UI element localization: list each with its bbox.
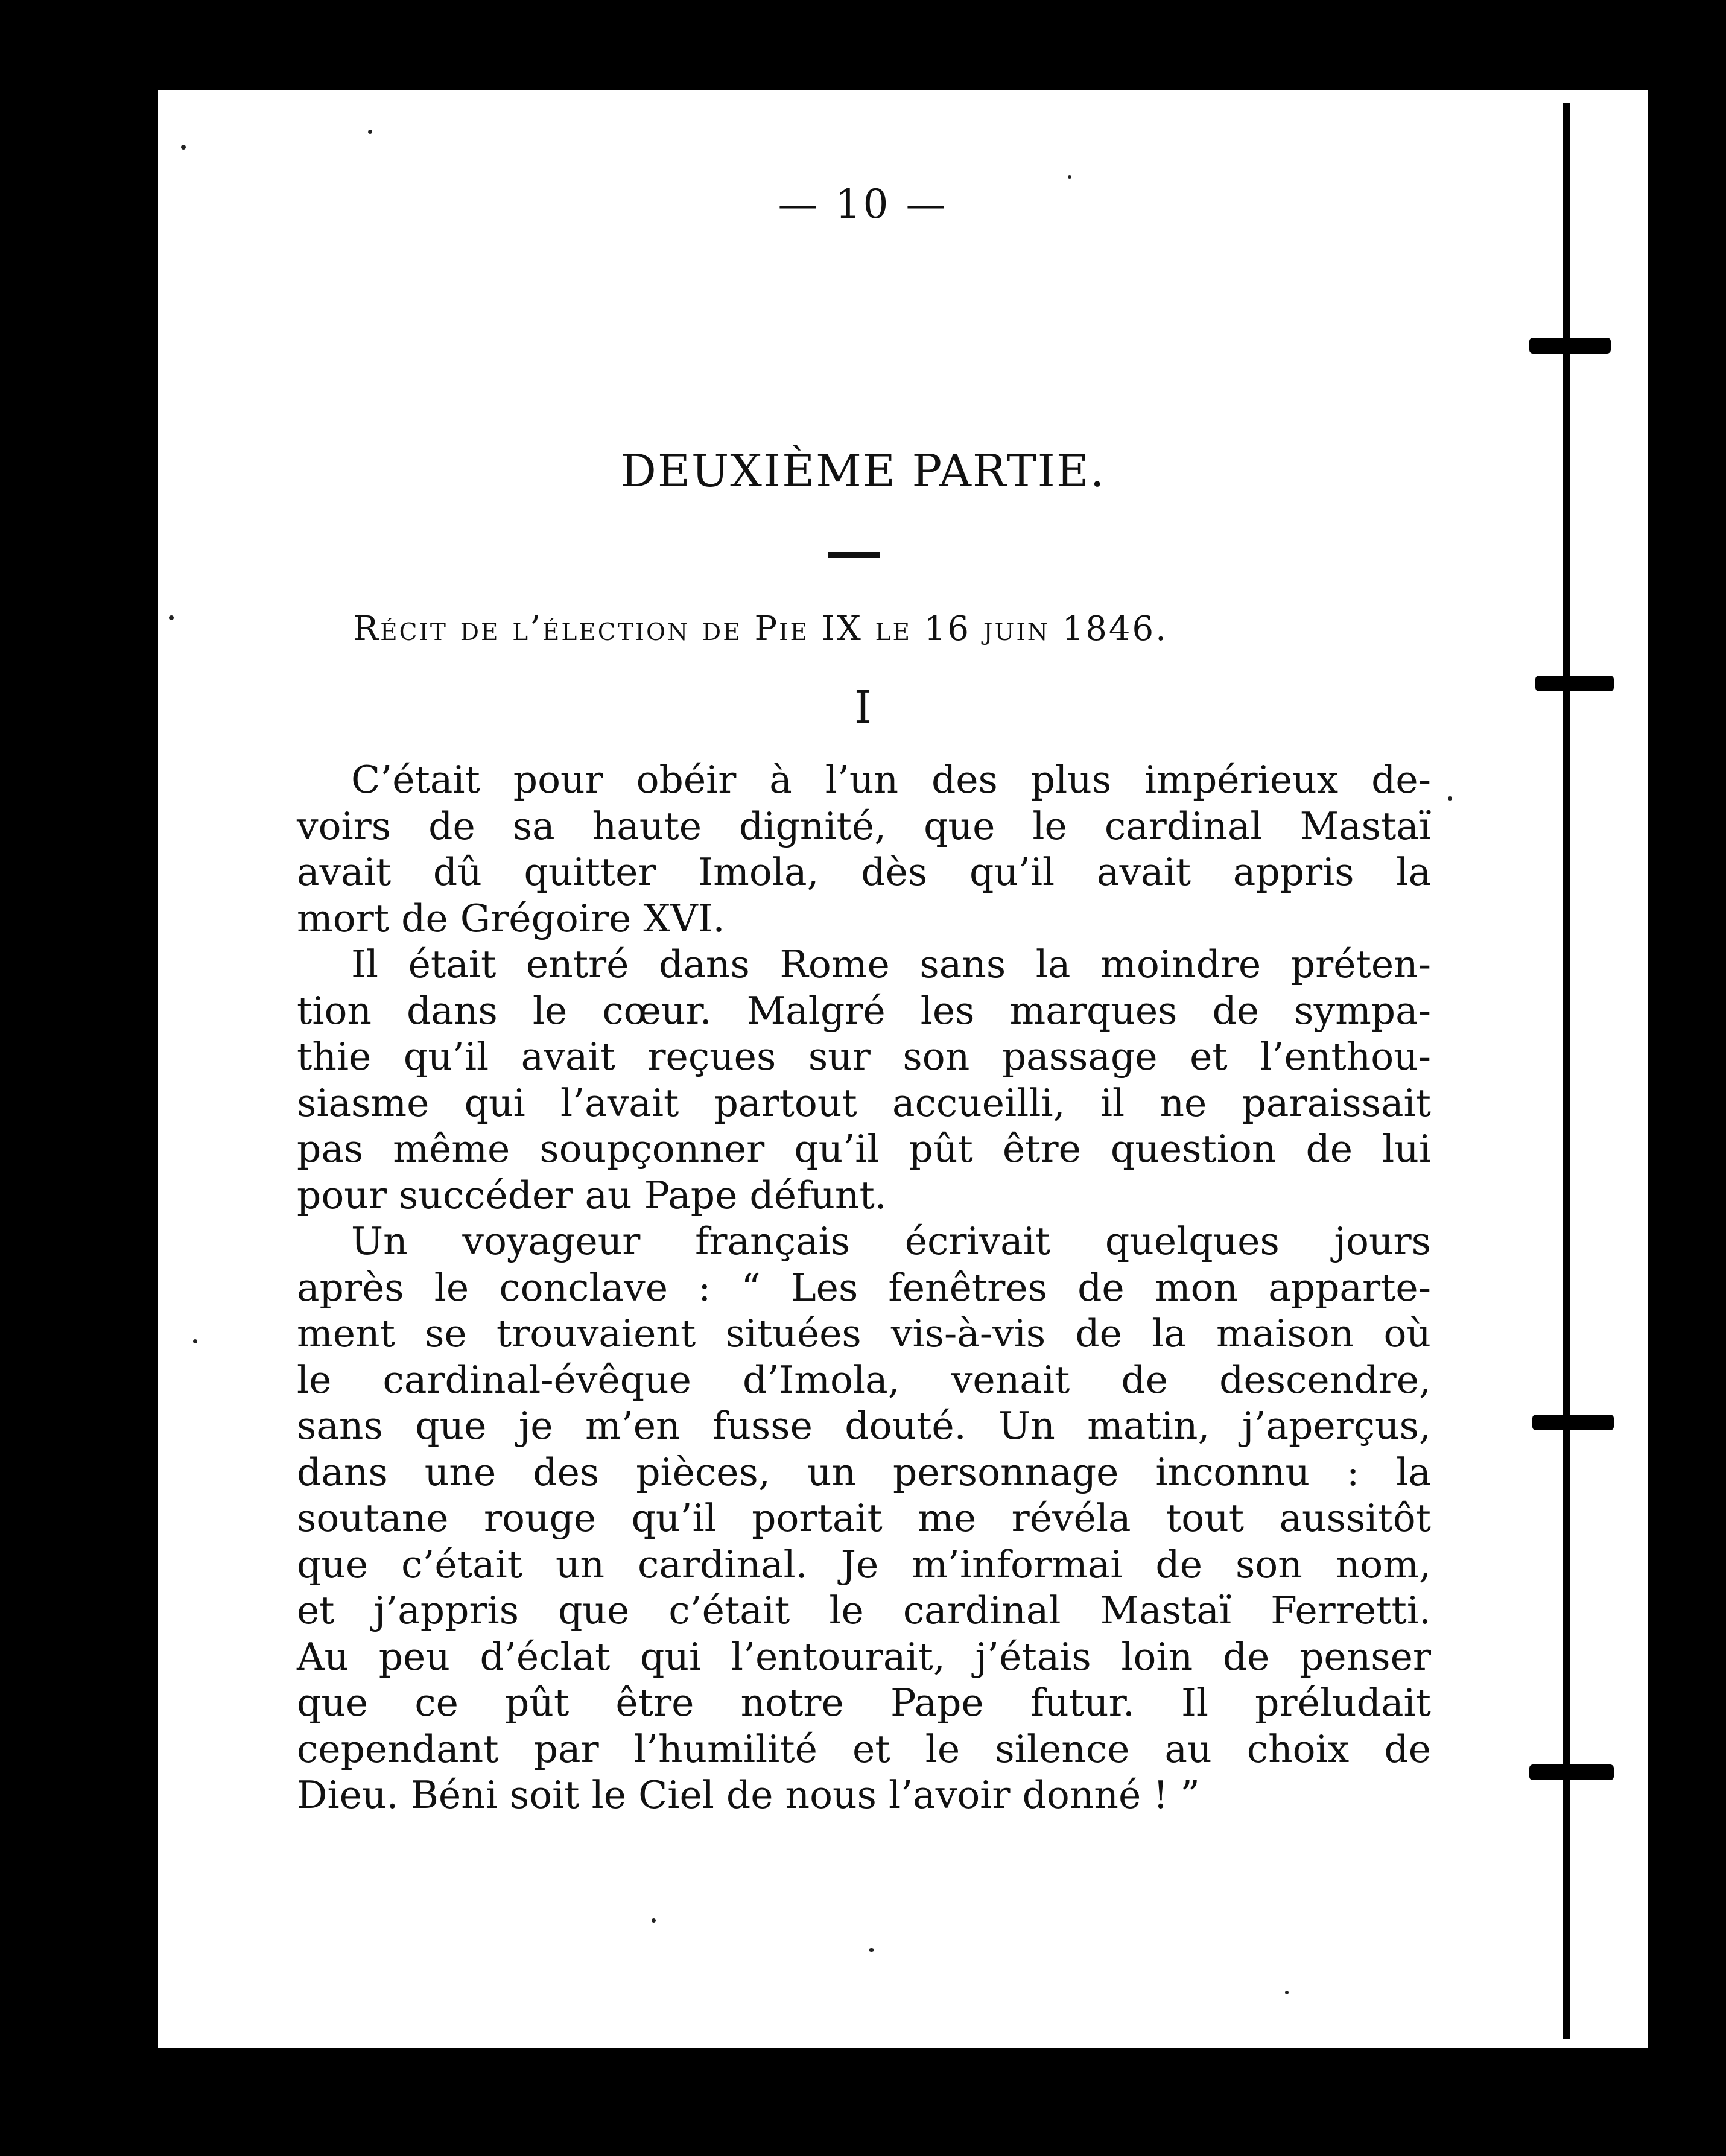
text-line: Un voyageur français écrivait quelques jours bbox=[351, 1219, 1431, 1263]
text-line: avait dû quitter Imola, dès qu’il avait appris la bbox=[297, 850, 1431, 894]
text-line: et j’appris que c’était le cardinal Mastaï Ferretti. bbox=[297, 1588, 1431, 1632]
text-line: sans que je m’en fusse douté. Un matin, j’aperçus, bbox=[297, 1404, 1431, 1448]
text-line: voirs de sa haute dignité, que le cardinal Mastaï bbox=[297, 804, 1431, 848]
text-line: siasme qui l’avait partout accueilli, il ne paraissait bbox=[297, 1080, 1431, 1125]
text-line: pour succéder au Pape défunt. bbox=[297, 1173, 887, 1217]
text-line: dans une des pièces, un personnage inconnu : la bbox=[297, 1450, 1431, 1494]
text-line: thie qu’il avait reçues sur son passage et l’enthou- bbox=[297, 1035, 1431, 1079]
text-line: pas même soupçonner qu’il pût être question de lui bbox=[297, 1127, 1431, 1171]
text-line: après le conclave : “ Les fenêtres de mon apparte- bbox=[297, 1265, 1431, 1310]
binding-edge bbox=[1563, 103, 1570, 2039]
page-number: — 10 — bbox=[778, 181, 948, 227]
text-line: cependant par l’humilité et le silence au choix de bbox=[297, 1726, 1431, 1771]
text-line: soutane rouge qu’il portait me révéla tout aussitôt bbox=[297, 1496, 1431, 1540]
text-line: tion dans le cœur. Malgré les marques de sympa- bbox=[297, 988, 1431, 1033]
binding-stitch bbox=[1529, 338, 1611, 354]
chapter-subtitle: Récit de l’élection de Pie IX le 16 juin 1846. bbox=[353, 609, 1168, 648]
binding-stitch bbox=[1532, 1415, 1614, 1430]
text-line: Au peu d’éclat qui l’entourait, j’étais loin de penser bbox=[297, 1634, 1431, 1679]
binding-stitch bbox=[1529, 1764, 1614, 1780]
text-line: que c’était un cardinal. Je m’informai de son nom, bbox=[297, 1542, 1431, 1587]
text-line: C’était pour obéir à l’un des plus impérieux de- bbox=[351, 758, 1431, 802]
text-line: Il était entré dans Rome sans la moindre préten- bbox=[351, 942, 1431, 986]
body-text bbox=[297, 757, 1431, 1819]
title-rule bbox=[828, 552, 880, 558]
text-line: le cardinal-évêque d’Imola, venait de descendre, bbox=[297, 1357, 1431, 1402]
part-title: DEUXIÈME PARTIE. bbox=[620, 445, 1106, 497]
text-line: Dieu. Béni soit le Ciel de nous l’avoir donné ! ” bbox=[297, 1773, 1200, 1817]
text-line: que ce pût être notre Pape futur. Il préludait bbox=[297, 1681, 1431, 1725]
text-line: mort de Grégoire XVI. bbox=[297, 896, 725, 940]
section-number: I bbox=[854, 682, 872, 734]
text-line: ment se trouvaient situées vis-à-vis de la maison où bbox=[297, 1311, 1431, 1355]
